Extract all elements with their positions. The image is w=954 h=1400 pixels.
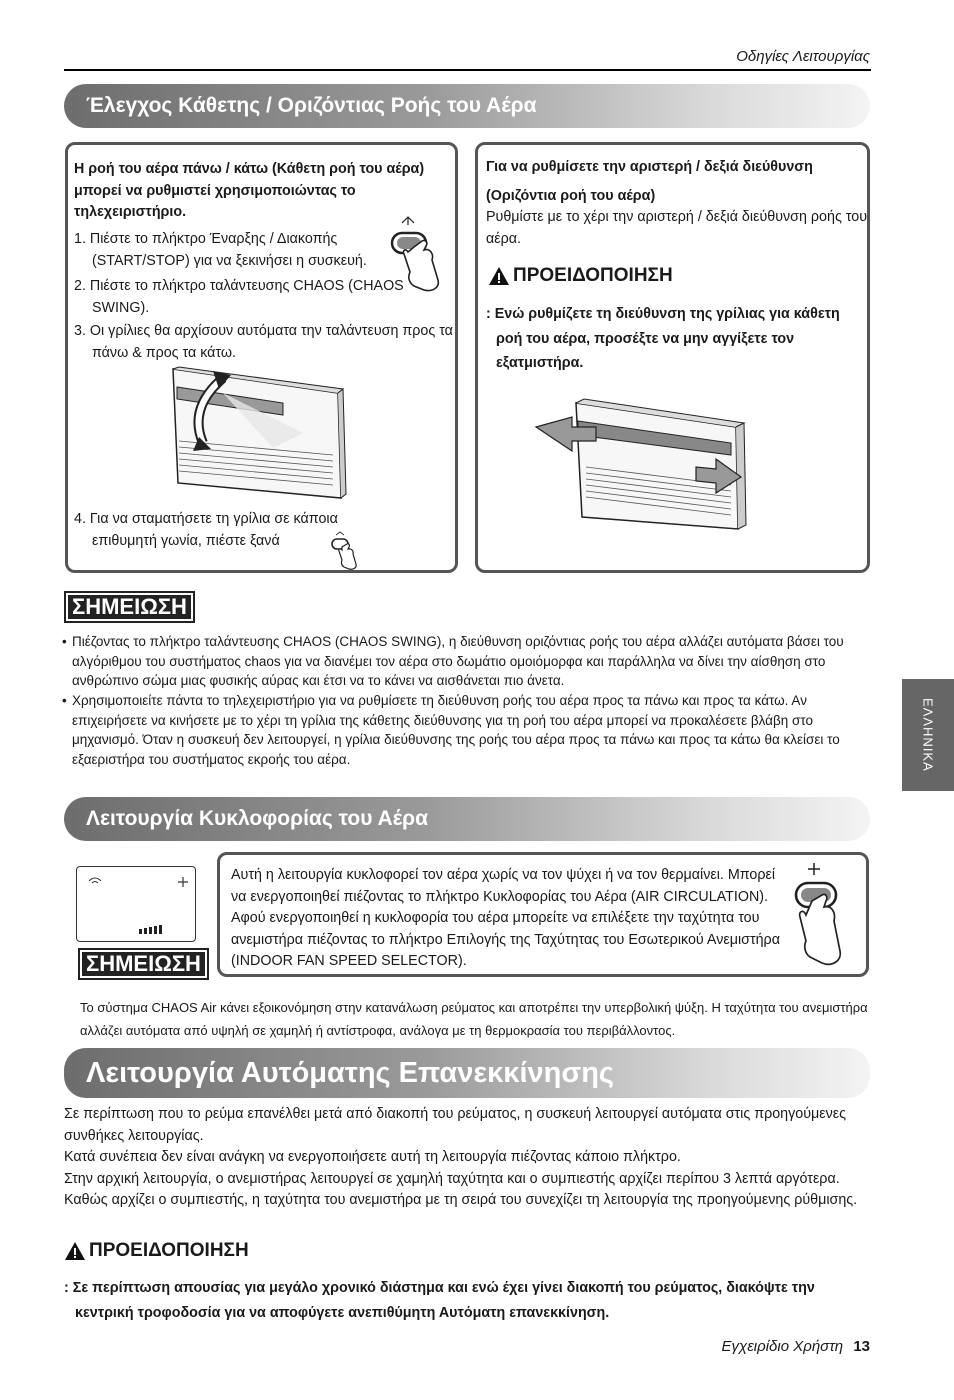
section-title-airflow: Έλεγχος Κάθετης / Οριζόντιας Ροής του Αέρα — [64, 84, 870, 128]
restart-paragraph-1: Σε περίπτωση που το ρεύμα επανέλθει μετά από διακοπή του ρεύματος, η συσκευή λειτουργεί αυτόματα στις προηγούμενες συνθήκες λειτουργίας. — [64, 1106, 847, 1144]
restart-paragraph-2: Κατά συνέπεια δεν είναι ανάγκη να ενεργοποιήσετε αυτή τη λειτουργία πιέζοντας κάποιο πλήκτρο. — [64, 1149, 681, 1165]
horizontal-airflow-heading: Για να ρυθμίσετε την αριστερή / δεξιά διεύθυνση — [486, 159, 813, 175]
warning-text: : Ενώ ρυθμίζετε τη διεύθυνση της γρίλιας για κάθετη ροή του αέρα, προσέξτε να μην αγγίξετε τον εξατμιστήρα. — [486, 306, 840, 371]
language-tab-label: ΕΛΛΗΝΙΚΑ — [920, 698, 936, 772]
restart-warning-label: ΠΡΟΕΙΔΟΠΟΙΗΣΗ — [89, 1240, 249, 1261]
restart-body — [64, 1104, 864, 1212]
step-4: 4. Για να σταματήσετε τη γρίλια σε κάποια επιθυμητή γωνία, πιέστε ξανά — [74, 511, 338, 549]
ac-unit-horizontal-louver-illustration — [526, 397, 751, 537]
horizontal-airflow-body: Ρυθμίστε με το χέρι την αριστερή / δεξιά διεύθυνση ροής του αέρα. — [486, 209, 868, 247]
restart-warning-heading — [64, 1240, 249, 1262]
remote-display-icons — [83, 871, 193, 937]
step-2: 2. Πιέστε το πλήκτρο ταλάντευσης CHAOS (CHAOS SWING). — [74, 278, 404, 316]
air-circulation-press-icon — [782, 861, 862, 973]
horizontal-airflow-box — [475, 142, 870, 573]
note-bullet-1: • Πιέζοντας το πλήκτρο ταλάντευσης CHAOS (CHAOS SWING), η διεύθυνση οριζόντιας ροής του αέρα αλλάζει αυτόματα βάσει του αλγόριθμου του συστήματος chaos για να διανέμει τον αέρα στο δωμάτιο ομοιόμορφα και παράλληλα να δίνει την αίσθηση στο ανθρώπινο σώμα μιας φυσικής αύρας και έτσι να το κάνει να αισθάνεται πιο άνετα. — [62, 632, 870, 691]
page-number: 13 — [853, 1338, 870, 1355]
page-footer — [722, 1338, 871, 1355]
restart-warning-text: : Σε περίπτωση απουσίας για μεγάλο χρονικό διάστημα και ενώ έχει γίνει διακοπή του ρεύματος, διακόψτε την κεντρική τροφοδοσία για να αποφύγετε ανεπιθύμητη Αυτόματη επανεκκίνηση. — [64, 1280, 815, 1321]
section-title-circulation: Λειτουργία Κυκλοφορίας του Αέρα — [64, 797, 870, 841]
note-badge: ΣΗΜΕΙΩΣΗ — [64, 591, 195, 623]
warning-triangle-icon — [488, 266, 510, 286]
start-stop-press-icon — [388, 211, 454, 299]
footer-label: Εγχειρίδιο Χρήστη — [721, 1338, 844, 1355]
header-rule — [64, 69, 871, 71]
restart-paragraph-3: Στην αρχική λειτουργία, ο ανεμιστήρας λειτουργεί σε χαμηλή ταχύτητα και ο συμπιεστής αρχίζει περίπου 3 λεπτά αργότερα. Καθώς αρχίζει ο συμπιεστής, η ταχύτητα του ανεμιστήρα με τη σειρά του συνεχίζει τη λειτουργία της προηγούμενης ρύθμισης. — [64, 1170, 858, 1208]
warning-heading — [488, 265, 673, 287]
warning-label: ΠΡΟΕΙΔΟΠΟΙΗΣΗ — [513, 265, 673, 286]
ac-unit-vertical-swing-illustration — [163, 363, 348, 508]
horizontal-airflow-subheading: (Οριζόντια ροή του αέρα) — [486, 188, 656, 204]
section-title-restart: Λειτουργία Αυτόματης Επανεκκίνησης — [64, 1048, 870, 1098]
note-text-2: Χρησιμοποιείτε πάντα το τηλεχειριστήριο για να ρυθμίσετε τη διεύθυνση ροής του αέρα προς τα πάνω και προς τα κάτω. Αν επιχειρήσετε να κινήσετε με το χέρι τη γρίλια της κάθετης διεύθυνσης για τη ροή του αέρα μπορεί να προκαλέσετε βλάβη στο μηχανισμό. Όταν η συσκευή δεν λειτουργεί, η γρίλια διεύθυνσης της ροής του αέρα προς τα πάνω και προς τα κάτω θα κλείσει το εξαεριστήρα του συστήματος εκροής του αέρα. — [72, 693, 840, 767]
warning-triangle-icon — [64, 1241, 86, 1261]
note-text-1: Πιέζοντας το πλήκτρο ταλάντευσης CHAOS (CHAOS SWING), η διεύθυνση οριζόντιας ροής του αέρα αλλάζει αυτόματα βάσει του αλγόριθμου του συστήματος chaos για να διανέμει τον αέρα στο δωμάτιο ομοιόμορφα και παράλληλα να δίνει την αίσθηση στο ανθρώπινο σώμα μιας φυσικής αύρας και έτσι να το κάνει να αισθάνεται πιο άνετα. — [72, 634, 844, 688]
circulation-note-badge: ΣΗΜΕΙΩΣΗ — [78, 948, 209, 980]
circulation-text: Αυτή η λειτουργία κυκλοφορεί τον αέρα χωρίς να τον ψύχει ή να τον θερμαίνει. Μπορεί να ενεργοποιηθεί πιέζοντας το πλήκτρο Κυκλοφορίας του Αέρα (AIR CIRCULATION). Αφού ενεργοποιηθεί η κυκλοφορία του αέρα μπορείτε να επιλέξετε την ταχύτητα του ανεμιστήρα πιέζοντας το πλήκτρο Επιλογής της Ταχύτητας του Εσωτερικού Ανεμιστήρα (INDOOR FAN SPEED SELECTOR). — [231, 867, 780, 969]
language-tab — [902, 679, 954, 791]
vertical-airflow-intro: Η ροή του αέρα πάνω / κάτω (Κάθετη ροή του αέρα) μπορεί να ρυθμιστεί χρησιμοποιώντας το τηλεχειριστήριο. — [74, 161, 425, 220]
remote-display — [76, 866, 196, 942]
vertical-airflow-box — [65, 142, 458, 573]
circulation-display-block — [74, 862, 200, 980]
press-again-icon — [330, 529, 366, 571]
step-1: 1. Πιέστε το πλήκτρο Έναρξης / Διακοπής (START/STOP) για να ξεκινήσει η συσκευή. — [74, 231, 367, 269]
circulation-box — [217, 852, 869, 977]
running-header: Οδηγίες Λειτουργίας — [736, 48, 870, 65]
note-bullet-2: • Χρησιμοποιείτε πάντα το τηλεχειριστήριο για να ρυθμίσετε τη διεύθυνση ροής του αέρα προς τα πάνω και προς τα κάτω. Αν επιχειρήσετε να κινήσετε με το χέρι τη γρίλια της κάθετης διεύθυνσης για τη ροή του αέρα μπορεί να προκαλέσετε βλάβη στο μηχανισμό. Όταν η συσκευή δεν λειτουργεί, η γρίλια διεύθυνσης της ροής του αέρα προς τα πάνω και προς τα κάτω θα κλείσει το εξαεριστήρα του συστήματος εκροής του αέρα. — [62, 691, 870, 769]
circulation-note-text: Το σύστημα CHAOS Air κάνει εξοικονόμηση στην κατανάλωση ρεύματος και αποτρέπει την υπερβολική ψύξη. Η ταχύτητα του ανεμιστήρα αλλάζει αυτόματα από υψηλή σε χαμηλή ή αντίστροφα, ανάλογα με τη θερμοκρασία του περιβάλλοντος. — [80, 1000, 868, 1038]
step-3: 3. Οι γρίλιες θα αρχίσουν αυτόματα την ταλάντευση προς τα πάνω & προς τα κάτω. — [74, 323, 453, 361]
